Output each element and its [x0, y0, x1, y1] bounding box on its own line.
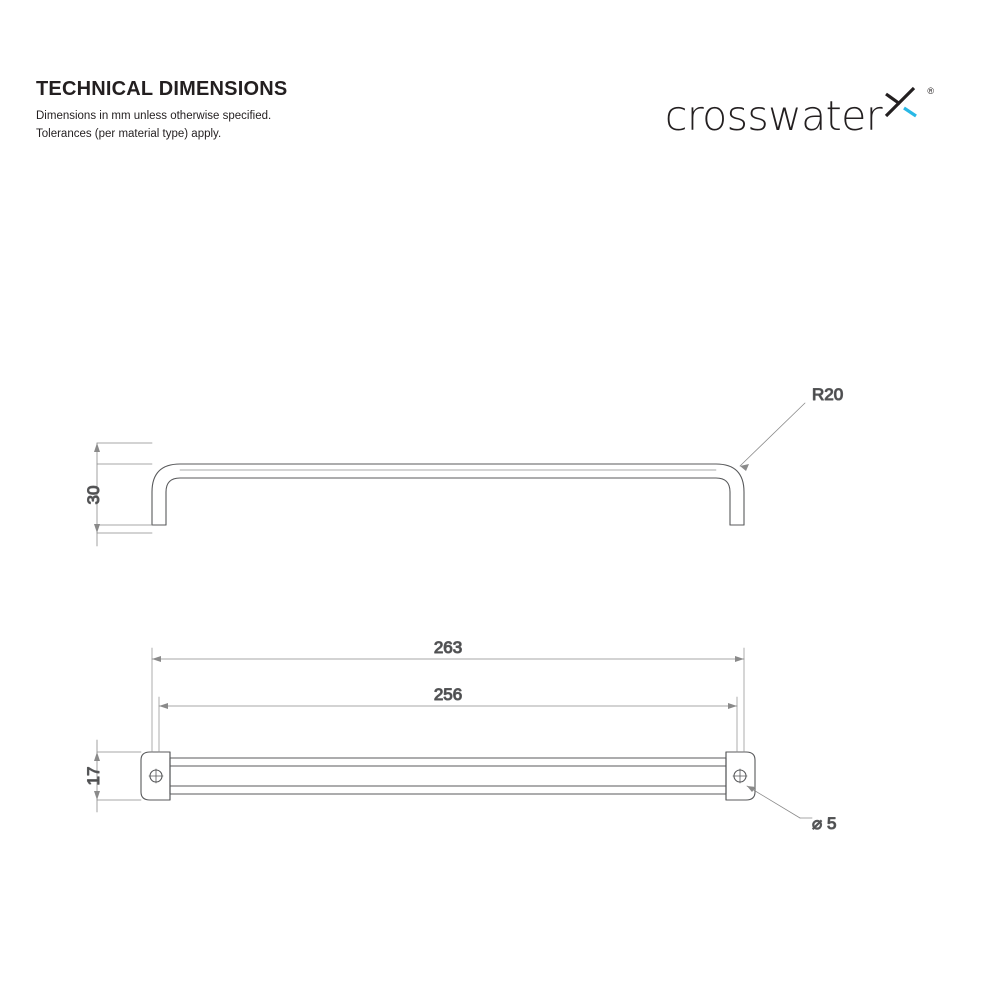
dimension-label-height: 30 [84, 485, 103, 505]
dimension-hole-diameter [747, 786, 812, 818]
dimension-label-depth: 17 [84, 766, 103, 786]
header-note-line-2: Tolerances (per material type) apply. [36, 127, 222, 140]
plan-view-geometry [141, 752, 755, 800]
dimension-label-radius: R20 [812, 385, 844, 404]
dimension-radius-r20 [740, 403, 805, 471]
page-title: TECHNICAL DIMENSIONS [36, 78, 288, 100]
side-view-geometry [152, 464, 744, 525]
dimension-label-overall-length: 263 [433, 638, 463, 657]
header-note-line-1: Dimensions in mm unless otherwise specified. [36, 110, 272, 122]
dimension-label-centre-length: 256 [433, 685, 463, 704]
registered-trademark: ® [927, 86, 934, 96]
dimension-length-256 [159, 697, 737, 752]
dimension-label-hole-diameter: ⌀ 5 [812, 814, 837, 833]
brand-name: crosswater [664, 92, 882, 140]
dimension-height-30-extensions [97, 464, 152, 525]
